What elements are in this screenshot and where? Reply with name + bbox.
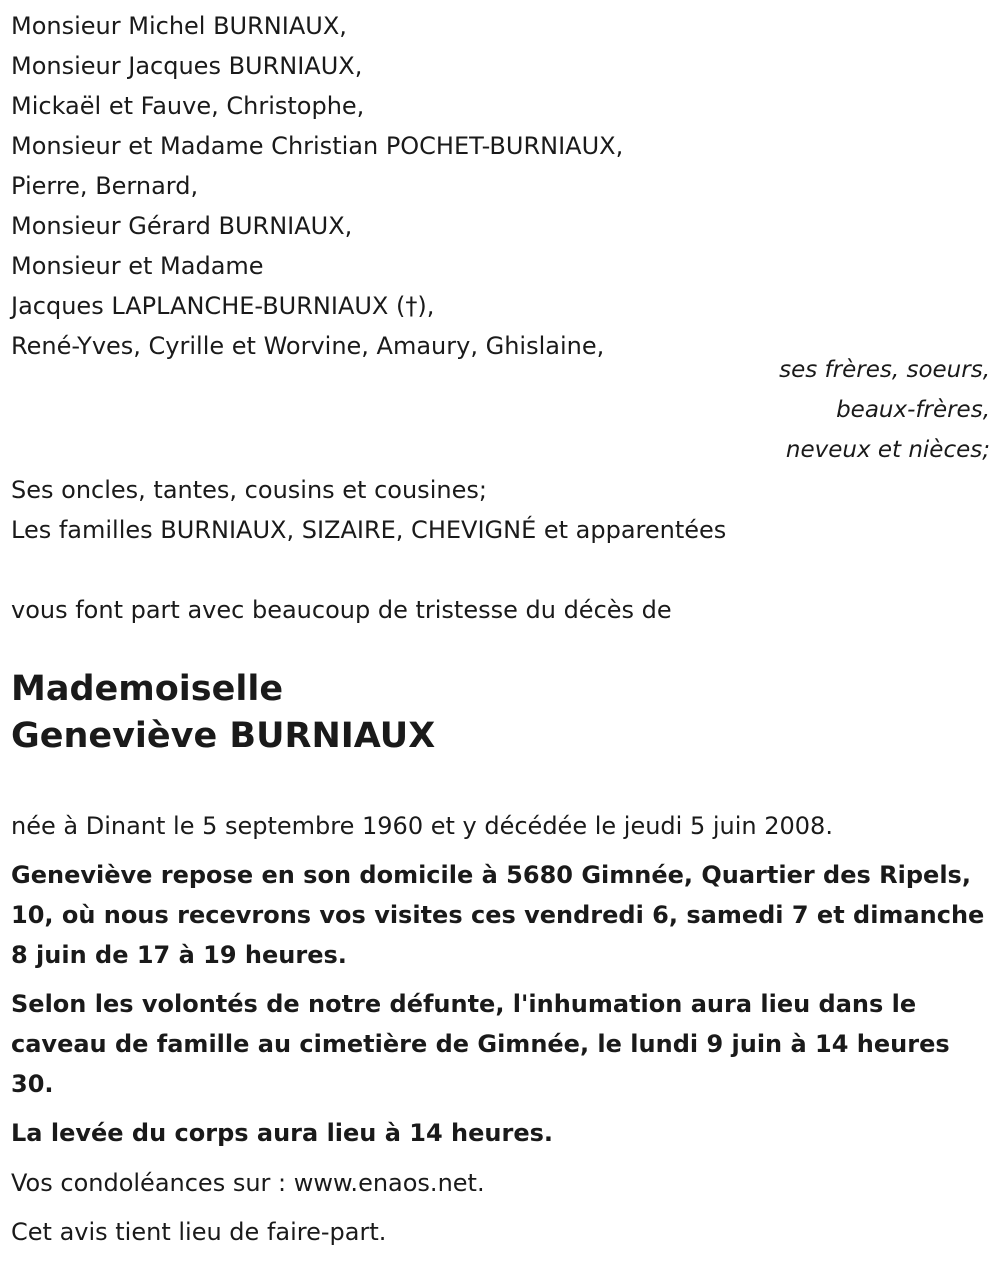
relationship-note [779,350,990,470]
condolences-text: Vos condoléances sur : www.enaos.net. [11,1169,485,1197]
extended-family-line: Les familles BURNIAUX, SIZAIRE, CHEVIGNÉ et apparentées [11,516,727,544]
procession-text: La levée du corps aura lieu à 14 heures. [11,1119,554,1147]
family-line: Monsieur et Madame Christian POCHET-BURNIAUX, [11,132,624,160]
family-list [11,6,990,366]
family-line: Mickaël et Fauve, Christophe, [11,92,365,120]
relation-line: beaux-frères, [836,397,990,423]
relation-line: ses frères, soeurs, [779,357,990,383]
relation-line: neveux et nièces; [785,437,990,463]
notice-text: Cet avis tient lieu de faire-part. [11,1218,387,1246]
deceased-heading [11,666,435,760]
deceased-name: Geneviève BURNIAUX [11,716,436,756]
burial-text: Selon les volontés de notre défunte, l'inhumation aura lieu dans le caveau de famille au cimetière de Gimnée, le lundi 9 juin à 14 heures 30. [11,990,950,1098]
extended-family-line: Ses oncles, tantes, cousins et cousines; [11,476,487,504]
visitation-text: Geneviève repose en son domicile à 5680 Gimnée, Quartier des Ripels, 10, où nous recevrons vos visites ces vendredi 6, samedi 7 et dimanche 8 juin de 17 à 19 heures. [11,861,985,969]
birth-death-text: née à Dinant le 5 septembre 1960 et y décédée le jeudi 5 juin 2008. [11,812,833,840]
deceased-title: Mademoiselle [11,669,284,709]
family-line: Monsieur et Madame [11,252,264,280]
extended-family [11,470,726,550]
family-line: René-Yves, Cyrille et Worvine, Amaury, Ghislaine, [11,332,605,360]
announcement-text: vous font part avec beaucoup de tristesse du décès de [11,596,672,624]
family-line: Monsieur Gérard BURNIAUX, [11,212,353,240]
family-line: Jacques LAPLANCHE-BURNIAUX (†), [11,292,435,320]
family-line: Monsieur Michel BURNIAUX, [11,12,347,40]
family-line: Pierre, Bernard, [11,172,199,200]
family-line: Monsieur Jacques BURNIAUX, [11,52,363,80]
